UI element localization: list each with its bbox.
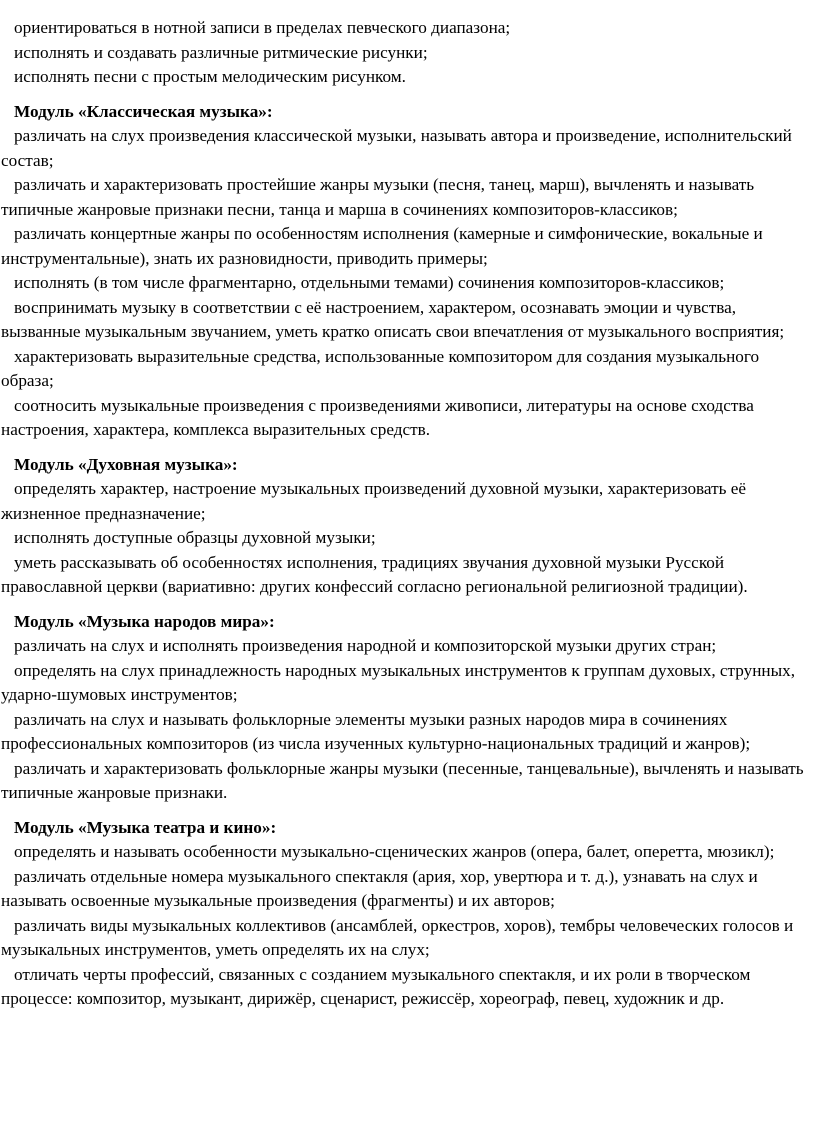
module-heading: Модуль «Музыка народов мира»: — [14, 611, 275, 631]
document-page — [1, 16, 814, 1012]
paragraph: воспринимать музыку в соответствии с её настроением, характером, осознавать эмоции и чувства, вызванные музыкальным звучанием, уметь кратко описать свои впечатления от музыкального восприятия; — [1, 297, 785, 341]
paragraph: исполнять песни с простым мелодическим рисунком. — [14, 67, 406, 86]
paragraph: соотносить музыкальные произведения с произведениями живописи, литературы на основе сходства настроения, характера, комплекса выразительных средств. — [1, 395, 754, 439]
intro-section — [1, 16, 814, 90]
paragraph: различать на слух произведения классической музыки, называть автора и произведение, исполнительский состав; — [1, 126, 792, 170]
paragraph: ориентироваться в нотной записи в пределах певческого диапазона; — [14, 18, 511, 37]
module-sacred-music — [1, 453, 814, 600]
module-heading: Модуль «Духовная музыка»: — [14, 454, 238, 474]
paragraph: исполнять доступные образцы духовной музыки; — [14, 528, 376, 547]
paragraph: определять и называть особенности музыкально-сценических жанров (опера, балет, оперетта, мюзикл); — [14, 842, 775, 861]
paragraph: определять на слух принадлежность народных музыкальных инструментов к группам духовых, струнных, ударно-шумовых инструментов; — [1, 660, 796, 704]
paragraph: уметь рассказывать об особенностях исполнения, традициях звучания духовной музыки Русской православной церкви (вариативно: других конфессий согласно региональной религиозной традиции). — [1, 552, 748, 596]
paragraph: характеризовать выразительные средства, использованные композитором для создания музыкального образа; — [1, 346, 760, 390]
paragraph: различать и характеризовать простейшие жанры музыки (песня, танец, марш), вычленять и называть типичные жанровые признаки песни, танца и марша в сочинениях композиторов-классиков; — [1, 175, 755, 219]
paragraph: различать концертные жанры по особенностям исполнения (камерные и симфонические, вокальные и инструментальные), знать их разновидности, приводить примеры; — [1, 224, 763, 268]
paragraph: различать на слух и называть фольклорные элементы музыки разных народов мира в сочинениях профессиональных композиторов (из числа изученных культурно-национальных традиций и жанров); — [1, 709, 751, 753]
paragraph: отличать черты профессий, связанных с созданием музыкального спектакля, и их роли в творческом процессе: композитор, музыкант, дирижёр, сценарист, режиссёр, хореограф, певец, художник и др. — [1, 964, 751, 1008]
paragraph: исполнять и создавать различные ритмические рисунки; — [14, 42, 428, 62]
paragraph: исполнять (в том числе фрагментарно, отдельными темами) сочинения композиторов-классиков; — [14, 273, 725, 292]
module-world-music — [1, 610, 814, 806]
paragraph: различать и характеризовать фольклорные жанры музыки (песенные, танцевальные), вычленять и называть типичные жанровые признаки. — [1, 758, 804, 802]
module-classical-music — [1, 100, 814, 443]
module-heading: Модуль «Классическая музыка»: — [14, 101, 273, 121]
module-heading: Модуль «Музыка театра и кино»: — [14, 817, 277, 837]
paragraph: различать отдельные номера музыкального спектакля (ария, хор, увертюра и т. д.), узнавать на слух и называть освоенные музыкальные произведения (фрагменты) и их авторов; — [1, 866, 758, 910]
paragraph: различать на слух и исполнять произведения народной и композиторской музыки других стран; — [14, 636, 717, 655]
paragraph: различать виды музыкальных коллективов (ансамблей, оркестров, хоров), тембры человеческих голосов и музыкальных инструментов, уметь определять их на слух; — [1, 915, 794, 959]
module-theatre-film-music — [1, 816, 814, 1012]
paragraph: определять характер, настроение музыкальных произведений духовной музыки, характеризовать её жизненное предназначение; — [1, 479, 747, 523]
